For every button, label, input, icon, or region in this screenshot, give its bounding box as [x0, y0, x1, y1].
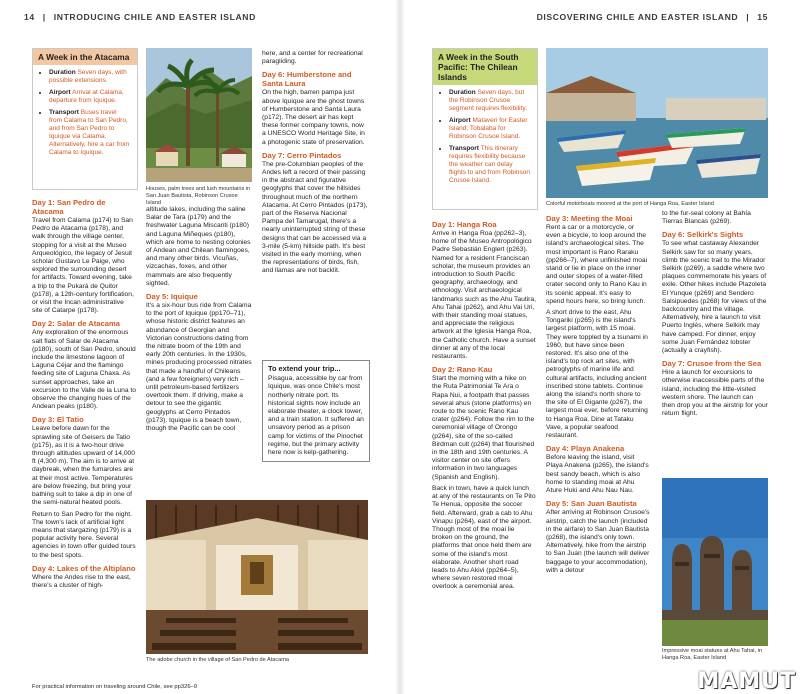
- photo-caption: Houses, palm trees and lush mountains in San Juan Bautista, Robinson Crusoe Island: [146, 186, 251, 206]
- paragraph: Back in town, have a quick lunch at any of the restaurants on Te Pito Te Henua, opposite the soccer field. Afterward, grab a cab to Ahu Vinapu (p264), east of the airport. Though most of the moai lie broken on the ground, the platforms that once held them are some of the island's most elaborate. Another short road leads to Ahu Akivi (pp264–5), where seven restored moai overlook a ceremonial area.: [432, 484, 536, 591]
- box-item: • Airport Arrival at Calama, departure from Iquique.: [49, 89, 131, 105]
- palm-trees-photo: [146, 48, 252, 182]
- paragraph: The pre-Columbian peoples of the Andes left a record of their passing in the abstract and figurative geoglyphs that cover the hillsides throughout much of the northern Atacama. At Cerro Pintados (p173), part of the Reserva Nacional Pampa del Tamarugal, there's a nearly uninterrupted string of these designs that can be accessed via a 3-mile (5-km) hillside path. It's best visited in the early morning, when the representations of birds, fish, and llamas are not backlit.: [262, 160, 368, 275]
- right-running-header: DISCOVERING CHILE AND EASTER ISLAND | 15: [536, 12, 768, 22]
- box-item: • Transport This itinerary requires flexibility because the weather can delay flights to and from Robinson Crusoe Island.: [449, 145, 531, 185]
- paragraph: Return to San Pedro for the night. The town's lack of artificial light means that stargazing (p179) is a popular activity here. Several agencies in town offer guided tours to the best spots.: [32, 510, 136, 559]
- paragraph: Travel from Calama (p174) to San Pedro de Atacama (p178), and walk through the village center, stopping for a visit at the Museo Arqueológico, the legacy of Jesuit scholar Gustavo Le Paige, who explored the surrounding desert for artifacts. Toward evening, take a trip to the Pukará de Quitor (p178), a 12th-century fortification, or visit the Incan administrative site of Catarpe (p178).: [32, 217, 134, 315]
- box-title: A Week in the Atacama: [33, 49, 137, 65]
- right-column-3: [662, 210, 768, 421]
- atacama-info-box: [32, 48, 138, 190]
- day-heading: Day 4: Lakes of the Altiplano: [32, 563, 136, 573]
- extend-trip-box: [262, 360, 370, 462]
- islands-info-box: [432, 48, 538, 210]
- paragraph: To see what castaway Alexander Selkirk saw for so many years, climb the scenic trail to the Mirador Selkirk (p269), a saddle where two plaques commemorate his years of exile. Other hikes include Plazoleta El Yunque (p269) and Sendero Salsipuedes (p268) for views of the backcountry and the village. Alternatively, hire a launch to visit Puerto Inglés, where Selkirk may have camped. For dinner, enjoy some Juan Fernández lobster (actually a crayfish).: [662, 240, 767, 355]
- day-heading: Day 7: Cerro Pintados: [262, 150, 342, 160]
- right-column-1: [432, 216, 536, 595]
- paragraph: Arrive in Hanga Roa (pp262–3), home of the Museo Antropológico Padre Sebastián Englert (p263). Named for a resident Franciscan scholar, the museum provides an introduction to South Pacific geography, archaeology, and ethnology. Visit archaeological landmarks such as the Ahu Tautira, Ahu Tahai (p262), and Ahu Vai Uri, with their standing moai statues, and appreciate the religious artwork at the Iglesia Hanga Roa, the Catholic church. Have a sunset dinner at any of the local restaurants.: [432, 230, 536, 361]
- page-number: 14: [24, 12, 35, 22]
- right-column-2: [546, 210, 650, 578]
- photo-caption: The adobe church in the village of San Pedro de Atacama: [146, 657, 290, 663]
- day-heading: Day 5: San Juan Bautista: [546, 499, 637, 509]
- day-heading: Day 5: Iquique: [146, 292, 198, 302]
- page-footer: For practical information on traveling around Chile, see pp326–9: [32, 684, 197, 690]
- moai-photo: [662, 478, 768, 646]
- day-heading: Day 2: Salar de Atacama: [32, 319, 120, 329]
- day-heading: Day 6: Humberstone and Santa Laura: [262, 70, 352, 89]
- paragraph: Where the Andes rise to the east, there's a cluster of high-: [32, 573, 131, 589]
- church-interior-photo: [146, 500, 368, 654]
- page-number: 15: [757, 12, 768, 22]
- day-heading: Day 6: Selkirk's Sights: [662, 230, 744, 240]
- paragraph: Before leaving the island, visit Playa Anakena (p265), the island's best sandy beach, which is also home to standing moai at Ahu Ature Huki and Ahu Nau Nau.: [546, 454, 649, 495]
- box-item: • Duration Seven days, but the Robinson Crusoe segment requires flexibility.: [449, 89, 531, 113]
- day-heading: Day 3: El Tatio: [32, 415, 84, 425]
- day-heading: Day 2: Rano Kau: [432, 365, 493, 375]
- box-item: • Transport Buses travel from Calama to San Pedro, and from San Pedro to Iquique via Calama. Alternatively, hire a car from Calama to Iquique.: [49, 109, 131, 157]
- paragraph: Start the morning with a hike on the Ruta Patrimonial Te Ara o Rapa Nui, a footpath that passes several ahus (stone platforms) en route to the scenic Rano Kau crater (p264). Follow the rim to the ceremonial village of Orongo (p264), site of the so-called Birdman cult (p264) that flourished in the 18th and 19th centuries. A visitor center on site offers information in two languages (Spanish and English).: [432, 375, 535, 481]
- paragraph: Rent a car or a motorcycle, or even a bicycle, to loop around the island's archaeological sites. The most important is Rano Raraku (pp266–7), where unfinished moai stand or lie in place on the inner and outer slopes of a water-filled crater second only to Rano Kau in its scenic appeal. It's easy to spend hours here, so bring lunch.: [546, 224, 648, 305]
- watermark-logo: MAMUT: [697, 669, 796, 694]
- extend-title: To extend your trip...: [268, 364, 341, 373]
- header-title: INTRODUCING CHILE AND EASTER ISLAND: [53, 12, 256, 22]
- paragraph: Any exploration of the enormous salt flats of Salar de Atacama (p180), south of San Pedro, should include the limestone lagoon of Laguna Céjar and the flamingo feeding site of Laguna Chaxa. As sunset approaches, take an excursion to the Valle de la Luna to observe the changing hues of the Andean peaks (p180).: [32, 329, 136, 411]
- paragraph: After arriving at Robinson Crusoe's airstrip, catch the launch (included in the airfare) to San Juan Bautista (p268), the island's only town. Alternatively, hike from the airstrip to San Juan (the launch will deliver baggage to your accommodation), with a detour: [546, 509, 650, 574]
- box-item: • Duration Seven days, with possible extensions.: [49, 69, 131, 85]
- box-list: [33, 65, 137, 165]
- paragraph: It's a six-hour bus ride from Calama to the port of Iquique (pp170–71), whose historic district features an abundance of Georgian and Victorian constructions dating from the nitrate boom of the 19th and early 20th centuries. In the 1930s, mines producing processed nitrates that made a handful of Chileans (and a few foreigners) very rich – until petroleum-based fertilizers overtook them. If driving, make a detour to see the gigantic geoglyphs at Cerro Pintados (p173). Iquique is a beach town, though the Pacific can be cool: [146, 302, 252, 433]
- left-column-3: [262, 50, 368, 279]
- photo-caption: Impressive moai statues at Ahu Tahai, in Hanga Roa, Easter Island: [662, 648, 763, 661]
- paragraph: to the fur-seal colony at Bahía Tierras Blancas (p269).: [662, 210, 751, 226]
- left-column-2: [146, 206, 252, 436]
- box-item: • Airport Mataveri for Easter Island; Tobalaba for Robinson Crusoe Island.: [449, 117, 531, 141]
- left-column-1: [32, 194, 136, 593]
- paragraph: here, and a center for recreational paragliding.: [262, 50, 363, 66]
- day-heading: Day 4: Playa Anakena: [546, 444, 625, 454]
- left-running-header: 14 | INTRODUCING CHILE AND EASTER ISLAND: [24, 12, 256, 22]
- boats-photo: [546, 48, 768, 198]
- day-heading: Day 7: Crusoe from the Sea: [662, 359, 762, 369]
- day-heading: Day 1: Hanga Roa: [432, 220, 497, 229]
- header-title: DISCOVERING CHILE AND EASTER ISLAND: [536, 12, 739, 22]
- extend-text: Pisagua, accessible by car from Iquique, was once Chile's most northerly nitrate port. Its historical sights now include an elaborate theater, a clock tower, and a train station. It suffered an unsavory period as a prison camp for victims of the Pinochet regime, but the primary activity here now is kelp-gathering.: [268, 375, 364, 457]
- day-heading: Day 1: San Pedro de Atacama: [32, 198, 106, 216]
- paragraph: Hire a launch for excursions to otherwise inaccessible parts of the island, including the little-visited western shore. The launch can then drop you at the airstrip for your return flight.: [662, 369, 768, 418]
- paragraph: altitude lakes, including the saline Salar de Tara (p179) and the freshwater Laguna Miscanti (p180) and Laguna Miñeques (p180), which are home to nesting colonies of Andean and Chilean flamingoes, and many other birds. Vicuñas, vizcachas, foxes, and other mammals are also frequently sighted.: [146, 206, 251, 287]
- paragraph: Leave before dawn for the sprawling site of Geisers de Tatio (p175), as it is a two-hour drive through altitudes upward of 14,000 ft (4,300 m). The aim is to arrive at daybreak, when the fumaroles are at their most active. Temperatures are below freezing, but bring your bathing suit to take a dip in one of the semi-natural heated pools.: [32, 425, 135, 507]
- right-page: [400, 0, 800, 694]
- box-title: A Week in the South Pacific: The Chilean Islands: [433, 49, 537, 85]
- box-list: [433, 85, 537, 193]
- day-heading: Day 3: Meeting the Moai: [546, 214, 633, 223]
- paragraph: On the high, barren pampa just above Iquique are the ghost towns of Humberstone and Santa Laura (p172). The desert air has kept these former company towns, now a UNESCO World Heritage Site, in a photogenic state of preservation.: [262, 89, 365, 146]
- paragraph: A short drive to the east, Ahu Tongariki (p265) is the island's largest platform, with 15 moai. They were toppled by a tsunami in 1960, but have since been restored. It's also one of the island's top rock art sites, with petroglyphs of marine life and cultural artifacts, including ancient inscribed stone tablets. Continue along the island's north shore to the site of El Gigante (p267), the largest moai ever, before returning to Hanga Roa. Dine at Tataku Vave, a popular seafood restaurant.: [546, 309, 648, 440]
- photo-caption: Colorful motorboats moored at the port of Hanga Roa, Easter Island: [546, 201, 714, 207]
